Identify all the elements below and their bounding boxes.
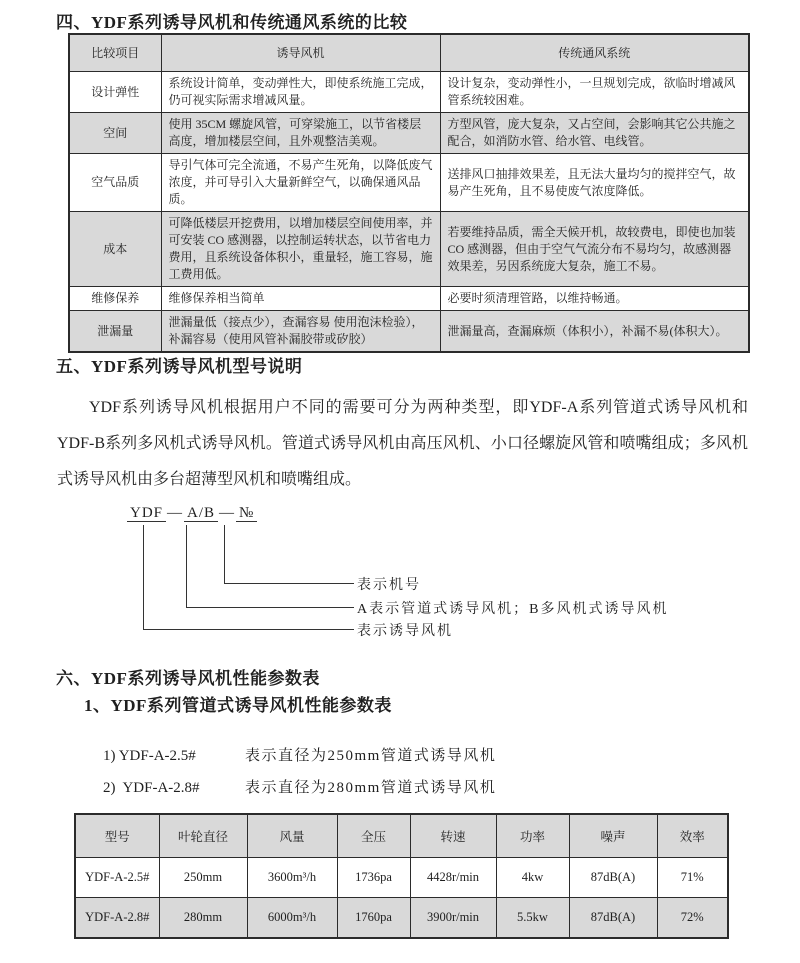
row-label: 空间 xyxy=(69,113,161,154)
table-header-row xyxy=(69,34,749,72)
table-cell: YDF-A-2.8# xyxy=(75,898,159,939)
model-note-code: 2) YDF-A-2.8# xyxy=(103,780,200,796)
model-note xyxy=(88,759,496,814)
section6-subtitle: 1、YDF系列管道式诱导风机性能参数表 xyxy=(84,696,392,715)
column-header-power: 功率 xyxy=(496,814,569,858)
column-header-efficiency: 效率 xyxy=(657,814,728,858)
table-cell: 4kw xyxy=(496,858,569,898)
dash-separator: — xyxy=(167,505,184,521)
row-label: 泄漏量 xyxy=(69,311,161,353)
column-header-traditional-system: 传统通风系统 xyxy=(440,34,749,72)
table-cell: 3600m³/h xyxy=(247,858,337,898)
table-cell: 72% xyxy=(657,898,728,939)
table-row xyxy=(69,287,749,311)
section5-title: 五、YDF系列诱导风机型号说明 xyxy=(56,357,303,376)
performance-table xyxy=(74,813,729,939)
column-header-noise: 噪声 xyxy=(569,814,657,858)
model-code-type: A/B xyxy=(184,505,218,522)
table-row xyxy=(75,898,728,939)
table-cell: 泄漏量高，查漏麻烦（体积小），补漏不易(体积大）。 xyxy=(440,311,749,353)
column-header-model: 型号 xyxy=(75,814,159,858)
connector-line-number xyxy=(224,525,354,584)
section4-title: 四、YDF系列诱导风机和传统通风系统的比较 xyxy=(56,13,408,32)
column-header-total-pressure: 全压 xyxy=(337,814,410,858)
table-cell: 250mm xyxy=(159,858,247,898)
table-cell: 3900r/min xyxy=(410,898,496,939)
table-cell: 若要维持品质，需全天候开机，故较费电，即使也加装 CO 感测器，但由于空气气流分布不易均匀，故感测器效果差，另因系统庞大复杂，施工不易。 xyxy=(440,212,749,287)
model-code-diagram xyxy=(115,503,755,653)
table-cell: YDF-A-2.5# xyxy=(75,858,159,898)
table-cell: 送排风口抽排效果差，且无法大量均匀的搅拌空气，故易产生死角，且不易使废气浓度降低。 xyxy=(440,154,749,212)
table-row xyxy=(69,311,749,353)
section6-title: 六、YDF系列诱导风机性能参数表 xyxy=(56,669,320,688)
comparison-table xyxy=(68,33,750,353)
table-row xyxy=(69,72,749,113)
table-cell: 使用 35CM 螺旋风管，可穿梁施工，以节省楼层高度，增加楼层空间，且外观整洁美观。 xyxy=(161,113,440,154)
table-cell: 维修保养相当简单 xyxy=(161,287,440,311)
table-cell: 必要时须清理管路，以维持畅通。 xyxy=(440,287,749,311)
section5-paragraph: YDF系列诱导风机根据用户不同的需要可分为两种类型，即YDF-A系列管道式诱导风机和YDF-B系列多风机式诱导风机。管道式诱导风机由高压风机、小口径螺旋风管和喷嘴组成；多风机式诱导风机由多台超薄型风机和喷嘴组成。 xyxy=(57,399,748,488)
table-cell: 6000m³/h xyxy=(247,898,337,939)
diagram-label-number: 表示机号 xyxy=(357,578,421,593)
row-label: 空气品质 xyxy=(69,154,161,212)
table-cell: 71% xyxy=(657,858,728,898)
model-note-desc: 表示直径为280mm管道式诱导风机 xyxy=(245,780,497,796)
table-cell: 280mm xyxy=(159,898,247,939)
table-row xyxy=(69,212,749,287)
row-label: 成本 xyxy=(69,212,161,287)
table-cell: 87dB(A) xyxy=(569,858,657,898)
table-row xyxy=(69,113,749,154)
column-header-item: 比较项目 xyxy=(69,34,161,72)
model-note-code: 1) YDF-A-2.5# xyxy=(103,748,196,764)
model-code-series: YDF xyxy=(127,505,166,522)
model-code-number: № xyxy=(236,505,257,522)
table-cell: 设计复杂，变动弹性小，一旦规划完成，欲临时增减风管系统较困难。 xyxy=(440,72,749,113)
table-cell: 系统设计简单，变动弹性大，即使系统施工完成，仍可视实际需求增减风量。 xyxy=(161,72,440,113)
model-code xyxy=(127,505,257,522)
model-note-desc: 表示直径为250mm管道式诱导风机 xyxy=(245,748,497,764)
column-header-airflow: 风量 xyxy=(247,814,337,858)
table-cell: 可降低楼层开挖费用，以增加楼层空间使用率，并可安装 CO 感测器，以控制运转状态，以节省电力费用，且系统设备体积小，重量轻，施工容易，施工费用低。 xyxy=(161,212,440,287)
table-cell: 1760pa xyxy=(337,898,410,939)
table-cell: 87dB(A) xyxy=(569,898,657,939)
table-row xyxy=(69,154,749,212)
row-label: 维修保养 xyxy=(69,287,161,311)
column-header-impeller-diameter: 叶轮直径 xyxy=(159,814,247,858)
column-header-induced-fan: 诱导风机 xyxy=(161,34,440,72)
table-cell: 方型风管，庞大复杂，又占空间，会影响其它公共施之配合，如消防水管、给水管、电线管。 xyxy=(440,113,749,154)
table-cell: 1736pa xyxy=(337,858,410,898)
table-row xyxy=(75,858,728,898)
row-label: 设计弹性 xyxy=(69,72,161,113)
table-cell: 5.5kw xyxy=(496,898,569,939)
diagram-label-type: A表示管道式诱导风机；B多风机式诱导风机 xyxy=(357,602,669,617)
diagram-label-series: 表示诱导风机 xyxy=(357,624,453,639)
column-header-speed: 转速 xyxy=(410,814,496,858)
table-cell: 4428r/min xyxy=(410,858,496,898)
table-header-row xyxy=(75,814,728,858)
dash-separator: — xyxy=(219,505,236,521)
table-cell: 导引气体可完全流通，不易产生死角，以降低废气浓度，并可导引入大量新鲜空气，以确保通风品质。 xyxy=(161,154,440,212)
table-cell: 泄漏量低（接点少），查漏容易 使用泡沫检验），补漏容易（使用风管补漏胶带或矽胶） xyxy=(161,311,440,353)
